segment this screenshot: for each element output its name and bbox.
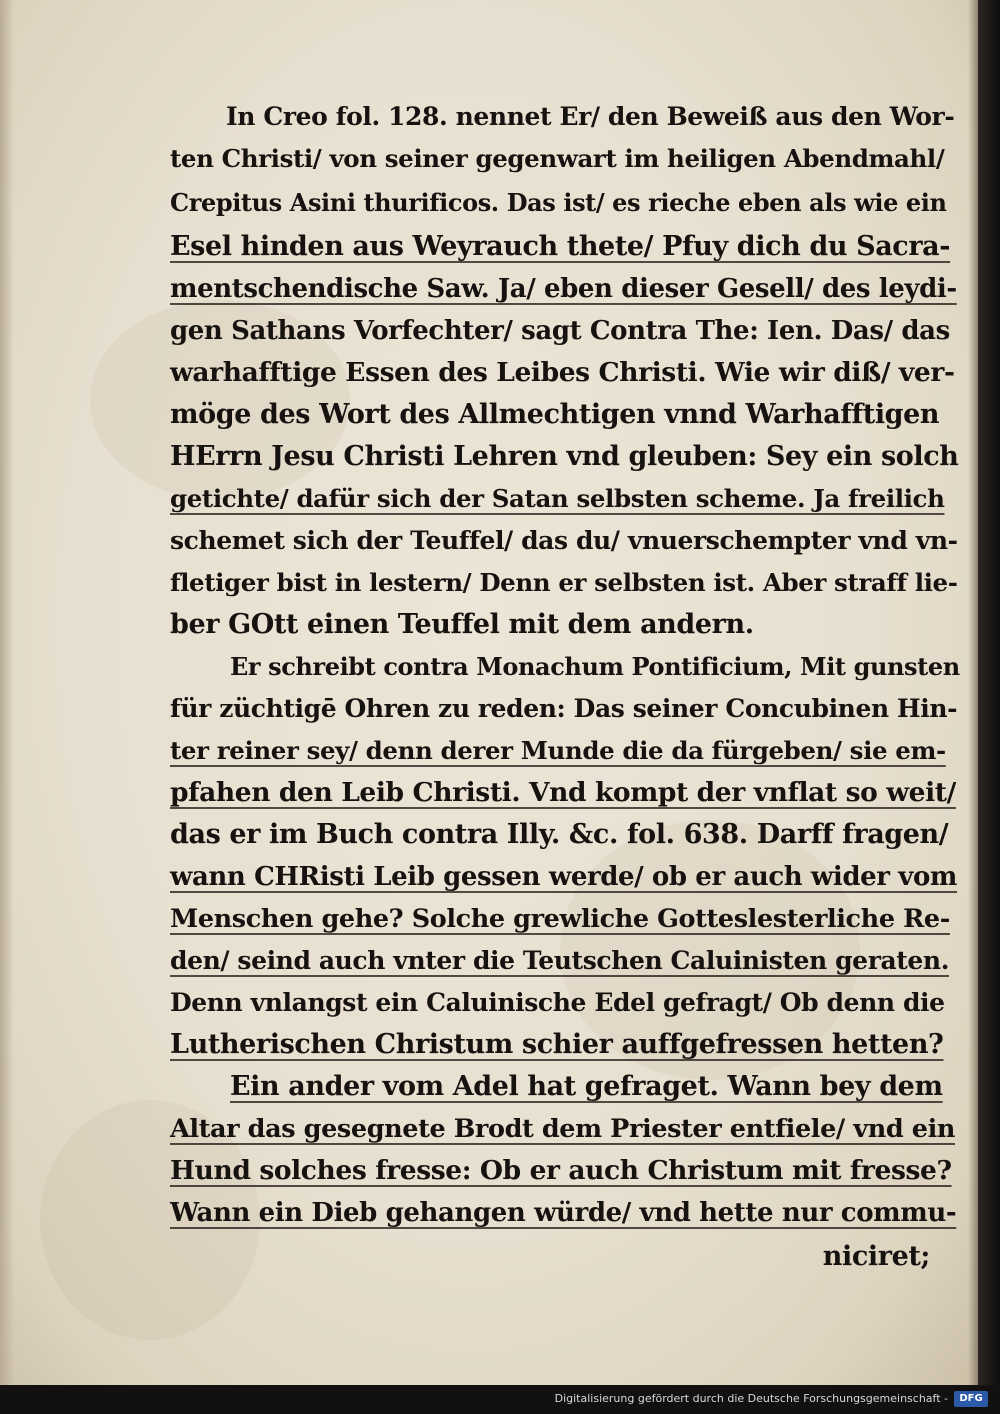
text-line: Altar das gesegnete Brodt dem Priester entfiele/ vnd ein — [170, 1114, 956, 1144]
binding-edge — [978, 0, 1000, 1385]
text-line: pfahen den Leib Christi. Vnd kompt der vnflat so weit/ — [170, 777, 956, 808]
text-line: HErrn Jesu Christi Lehren vnd gleuben: Sey ein solch — [170, 441, 959, 472]
text-line: wann CHRisti Leib gessen werde/ ob er auch wider vom — [170, 862, 958, 892]
text-line: ber GOtt einen Teuffel mit dem andern. — [170, 609, 754, 640]
text-line: warhafftige Essen des Leibes Christi. Wie wir diß/ ver- — [170, 357, 955, 388]
text-line: möge des Wort des Allmechtigen vnnd Warhafftigen — [170, 399, 940, 430]
footer-bar — [0, 1385, 1000, 1414]
text-line: Esel hinden aus Weyrauch thete/ Pfuy dich du Sacra- — [170, 231, 951, 262]
text-line: Lutherischen Christum schier auffgefressen hetten? — [170, 1029, 944, 1060]
text-line: das er im Buch contra Illy. &c. fol. 638. Darff fragen/ — [170, 819, 949, 850]
text-line: Ein ander vom Adel hat gefraget. Wann bey dem — [230, 1071, 943, 1102]
text-line: ter reiner sey/ denn derer Munde die da fürgeben/ sie em- — [170, 736, 946, 765]
text-line: für züchtigē Ohren zu reden: Das seiner Concubinen Hin- — [170, 694, 958, 723]
text-line: Menschen gehe? Solche grewliche Gotteslesterliche Re- — [170, 904, 950, 934]
text-line: niciret; — [822, 1241, 930, 1272]
text-line: Er schreibt contra Monachum Pontificium, Mit gunsten — [230, 652, 960, 681]
text-line: Wann ein Dieb gehangen würde/ vnd hette nur commu- — [170, 1198, 957, 1228]
text-line: Crepitus Asini thurificos. Das ist/ es rieche eben als wie ein — [170, 188, 947, 217]
text-line: gen Sathans Vorfechter/ sagt Contra The: Ien. Das/ das — [170, 316, 950, 346]
page-shadow-left — [0, 0, 14, 1385]
footer-credit: Digitalisierung gefördert durch die Deutsche Forschungsgemeinschaft - — [554, 1392, 948, 1405]
text-line: In Creo fol. 128. nennet Er/ den Beweiß aus den Wor- — [226, 102, 955, 131]
text-line: ten Christi/ von seiner gegenwart im heiligen Abendmahl/ — [170, 144, 945, 173]
text-line: mentschendische Saw. Ja/ eben dieser Gesell/ des leydi- — [170, 274, 957, 304]
text-line: Denn vnlangst ein Caluinische Edel gefragt/ Ob denn die — [170, 988, 945, 1017]
text-line: den/ seind auch vnter die Teutschen Caluinisten geraten. — [170, 946, 949, 975]
text-line: Hund solches fresse: Ob er auch Christum mit fresse? — [170, 1155, 952, 1186]
text-line: getichte/ dafür sich der Satan selbsten scheme. Ja freilich — [170, 484, 945, 513]
text-line: schemet sich der Teuffel/ das du/ vnuerschempter vnd vn- — [170, 526, 958, 555]
dfg-logo-icon: DFG — [954, 1391, 988, 1407]
page-shadow-right — [968, 0, 978, 1385]
text-line: fletiger bist in lestern/ Denn er selbsten ist. Aber straff lie- — [170, 568, 958, 597]
